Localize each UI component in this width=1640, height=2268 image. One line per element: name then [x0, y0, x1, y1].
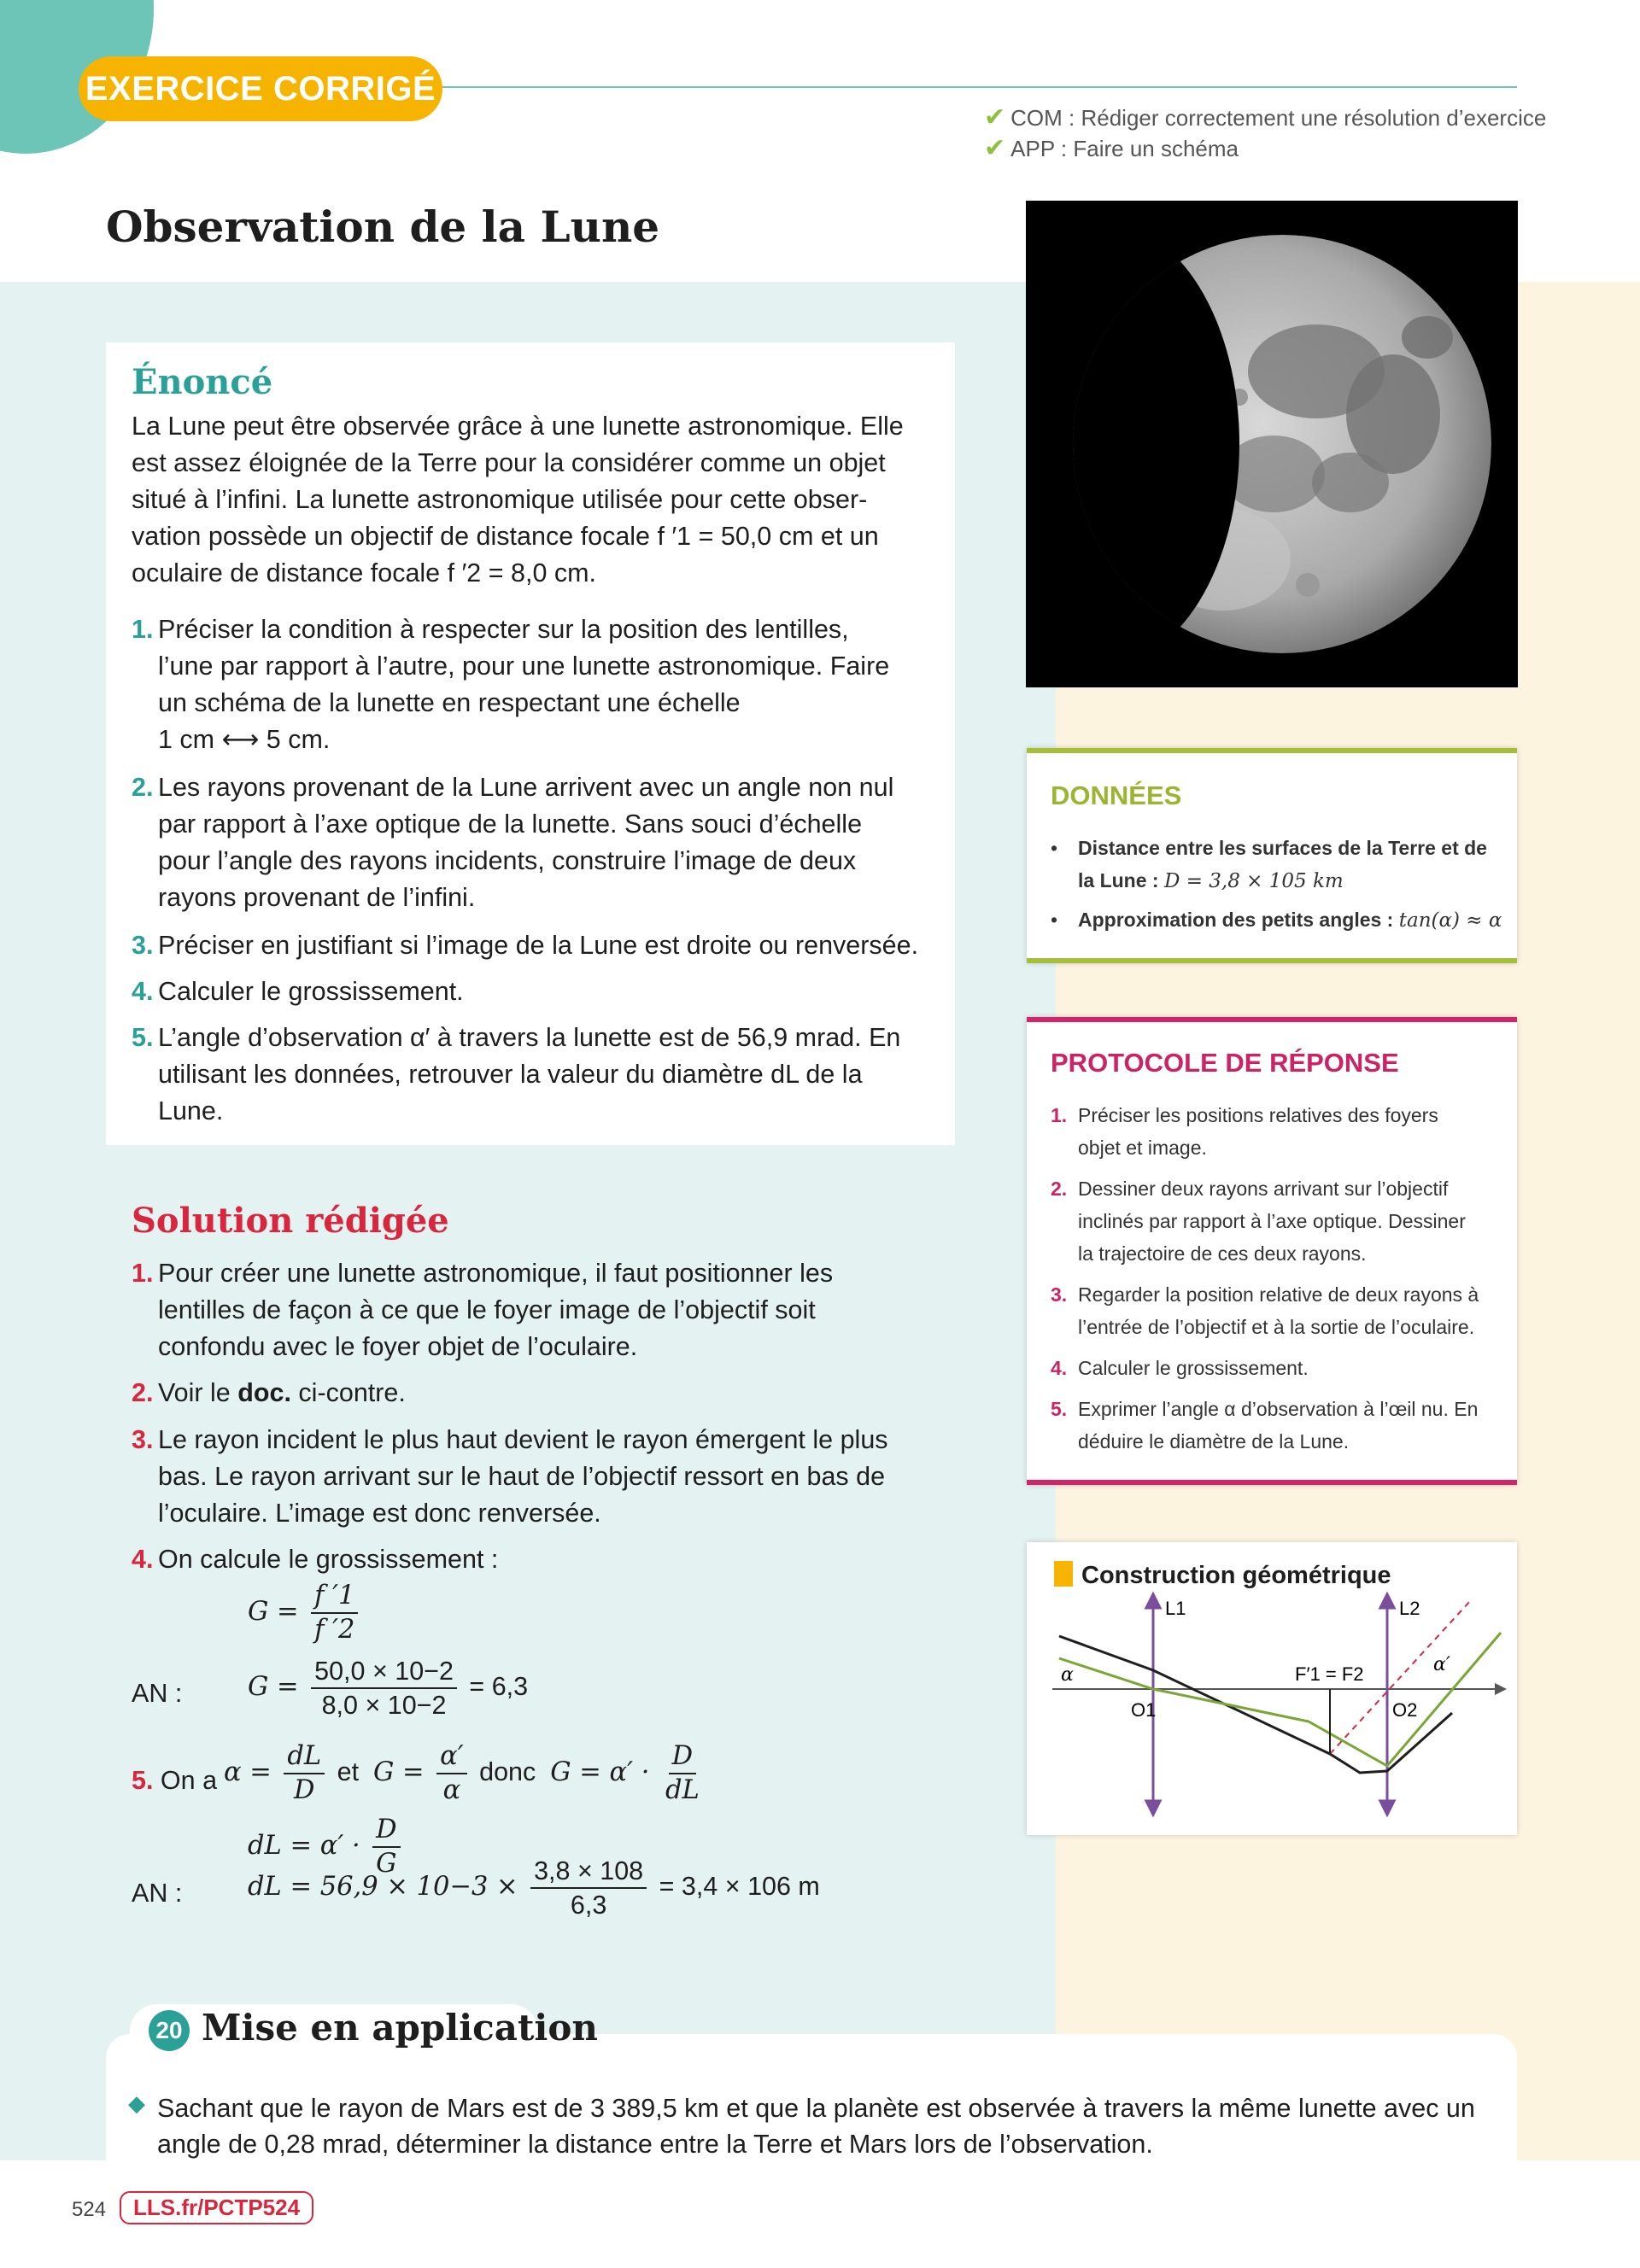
ray-green: [1059, 1633, 1501, 1766]
exercise-number: 20: [149, 2010, 190, 2051]
diagram-svg: [1027, 1542, 1517, 1835]
formula-g: G = $\frac{f '1}{f '2}$: [248, 1580, 363, 1646]
an-label-2: AN :: [132, 1879, 183, 1908]
check-icon: ✔: [984, 134, 1006, 162]
skill-com: ✔ COM : Rédiger correctement une résolution d’exercice: [984, 103, 1547, 132]
protocole-list: 1. Préciser les positions relatives des foyers objet et image. 2. Dessiner deux rayons arrivant sur l’objectif inclinés par rapport à l’axe optique. Dessiner la trajectoire de ces deux rayons. 3. Regarder la position relative de deux rayons à l’entrée de l’objectif et à la sortie de l’oculaire. 4. Calculer le grossissement. 5. Exprimer l’angle α d’observation à l’œil nu. En déduire le diamètre de la Lune.: [1051, 1104, 1479, 1453]
label-l2: L2: [1399, 1598, 1420, 1619]
header-rule: [442, 86, 1517, 88]
diagram-title: Construction géométrique: [1081, 1562, 1391, 1589]
formula-an-1: G = $\frac{50,0 \times 10-2}{8,0 \times 10-2}$ = 6,3: [248, 1657, 529, 1720]
protocole-box: [1027, 1017, 1517, 1485]
formula-5: α = $\frac{dL}{D}$ et G = $\frac{\alpha'}{\alpha}$ donc G = α′ · $\frac{D}{dL}$: [224, 1741, 700, 1805]
construction-diagram: [1027, 1542, 1517, 1835]
exercise-badge: EXERCICE CORRIGÉ: [79, 56, 442, 121]
donnees-item-1: • Distance entre les surfaces de la Terre et de la Lune : D = 3,8 × 105 km: [1051, 837, 1487, 892]
formula-an-2: dL = 56,9 × 10−3 × $\frac{3,8 \times 108}{6,3}$ = 3,4 × 106 m: [248, 1856, 820, 1920]
title-marker: [1054, 1561, 1073, 1587]
an-label-1: AN :: [132, 1679, 183, 1708]
enonce-heading: Énoncé: [132, 362, 273, 402]
donnees-item-2: • Approximation des petits angles : tan(α) ≈ α: [1051, 909, 1502, 932]
label-alpha-prime: α′: [1433, 1654, 1450, 1675]
lls-link[interactable]: LLS.fr/PCTP524: [120, 2191, 313, 2224]
label-alpha: α: [1061, 1664, 1074, 1686]
page-title: Observation de la Lune: [106, 202, 660, 252]
diamond-bullet-icon: ◆: [128, 2090, 145, 2116]
protocole-title: PROTOCOLE DE RÉPONSE: [1051, 1048, 1399, 1078]
enonce-intro: La Lune peut être observée grâce à une lunette astronomique. Elle est assez éloignée de la Terre pour la considérer comme un objet situé à l’infini. La lunette astronomique utilisée pour cette obser- vation possède un objectif de distance focale f ′1 = 50,0 cm et un oculaire de distance focale f ′2 = 8,0 cm.: [132, 412, 904, 587]
application-text: Sachant que le rayon de Mars est de 3 389,5 km et que la planète est observée à travers la même lunette avec un angle de 0,28 mrad, déterminer la distance entre la Terre et Mars lors de l’observation.: [157, 2094, 1475, 2159]
label-o1: O1: [1131, 1699, 1157, 1721]
solution-5: 5. On a: [132, 1766, 218, 1795]
application-title: Mise en application: [202, 2007, 598, 2049]
donnees-title: DONNÉES: [1051, 780, 1182, 810]
skill-app: ✔ APP : Faire un schéma: [984, 134, 1239, 162]
solution-heading: Solution rédigée: [132, 1201, 449, 1241]
formula-dl: dL = α′ · $\frac{D}{G}$: [248, 1814, 406, 1880]
donnees-box: [1027, 748, 1517, 963]
label-focal: F′1 = F2: [1295, 1663, 1364, 1685]
label-l1: L1: [1165, 1598, 1186, 1619]
label-o2: O2: [1392, 1699, 1418, 1721]
page-number: 524: [72, 2198, 107, 2221]
moon-photo: [1026, 201, 1518, 687]
check-icon: ✔: [984, 103, 1006, 132]
